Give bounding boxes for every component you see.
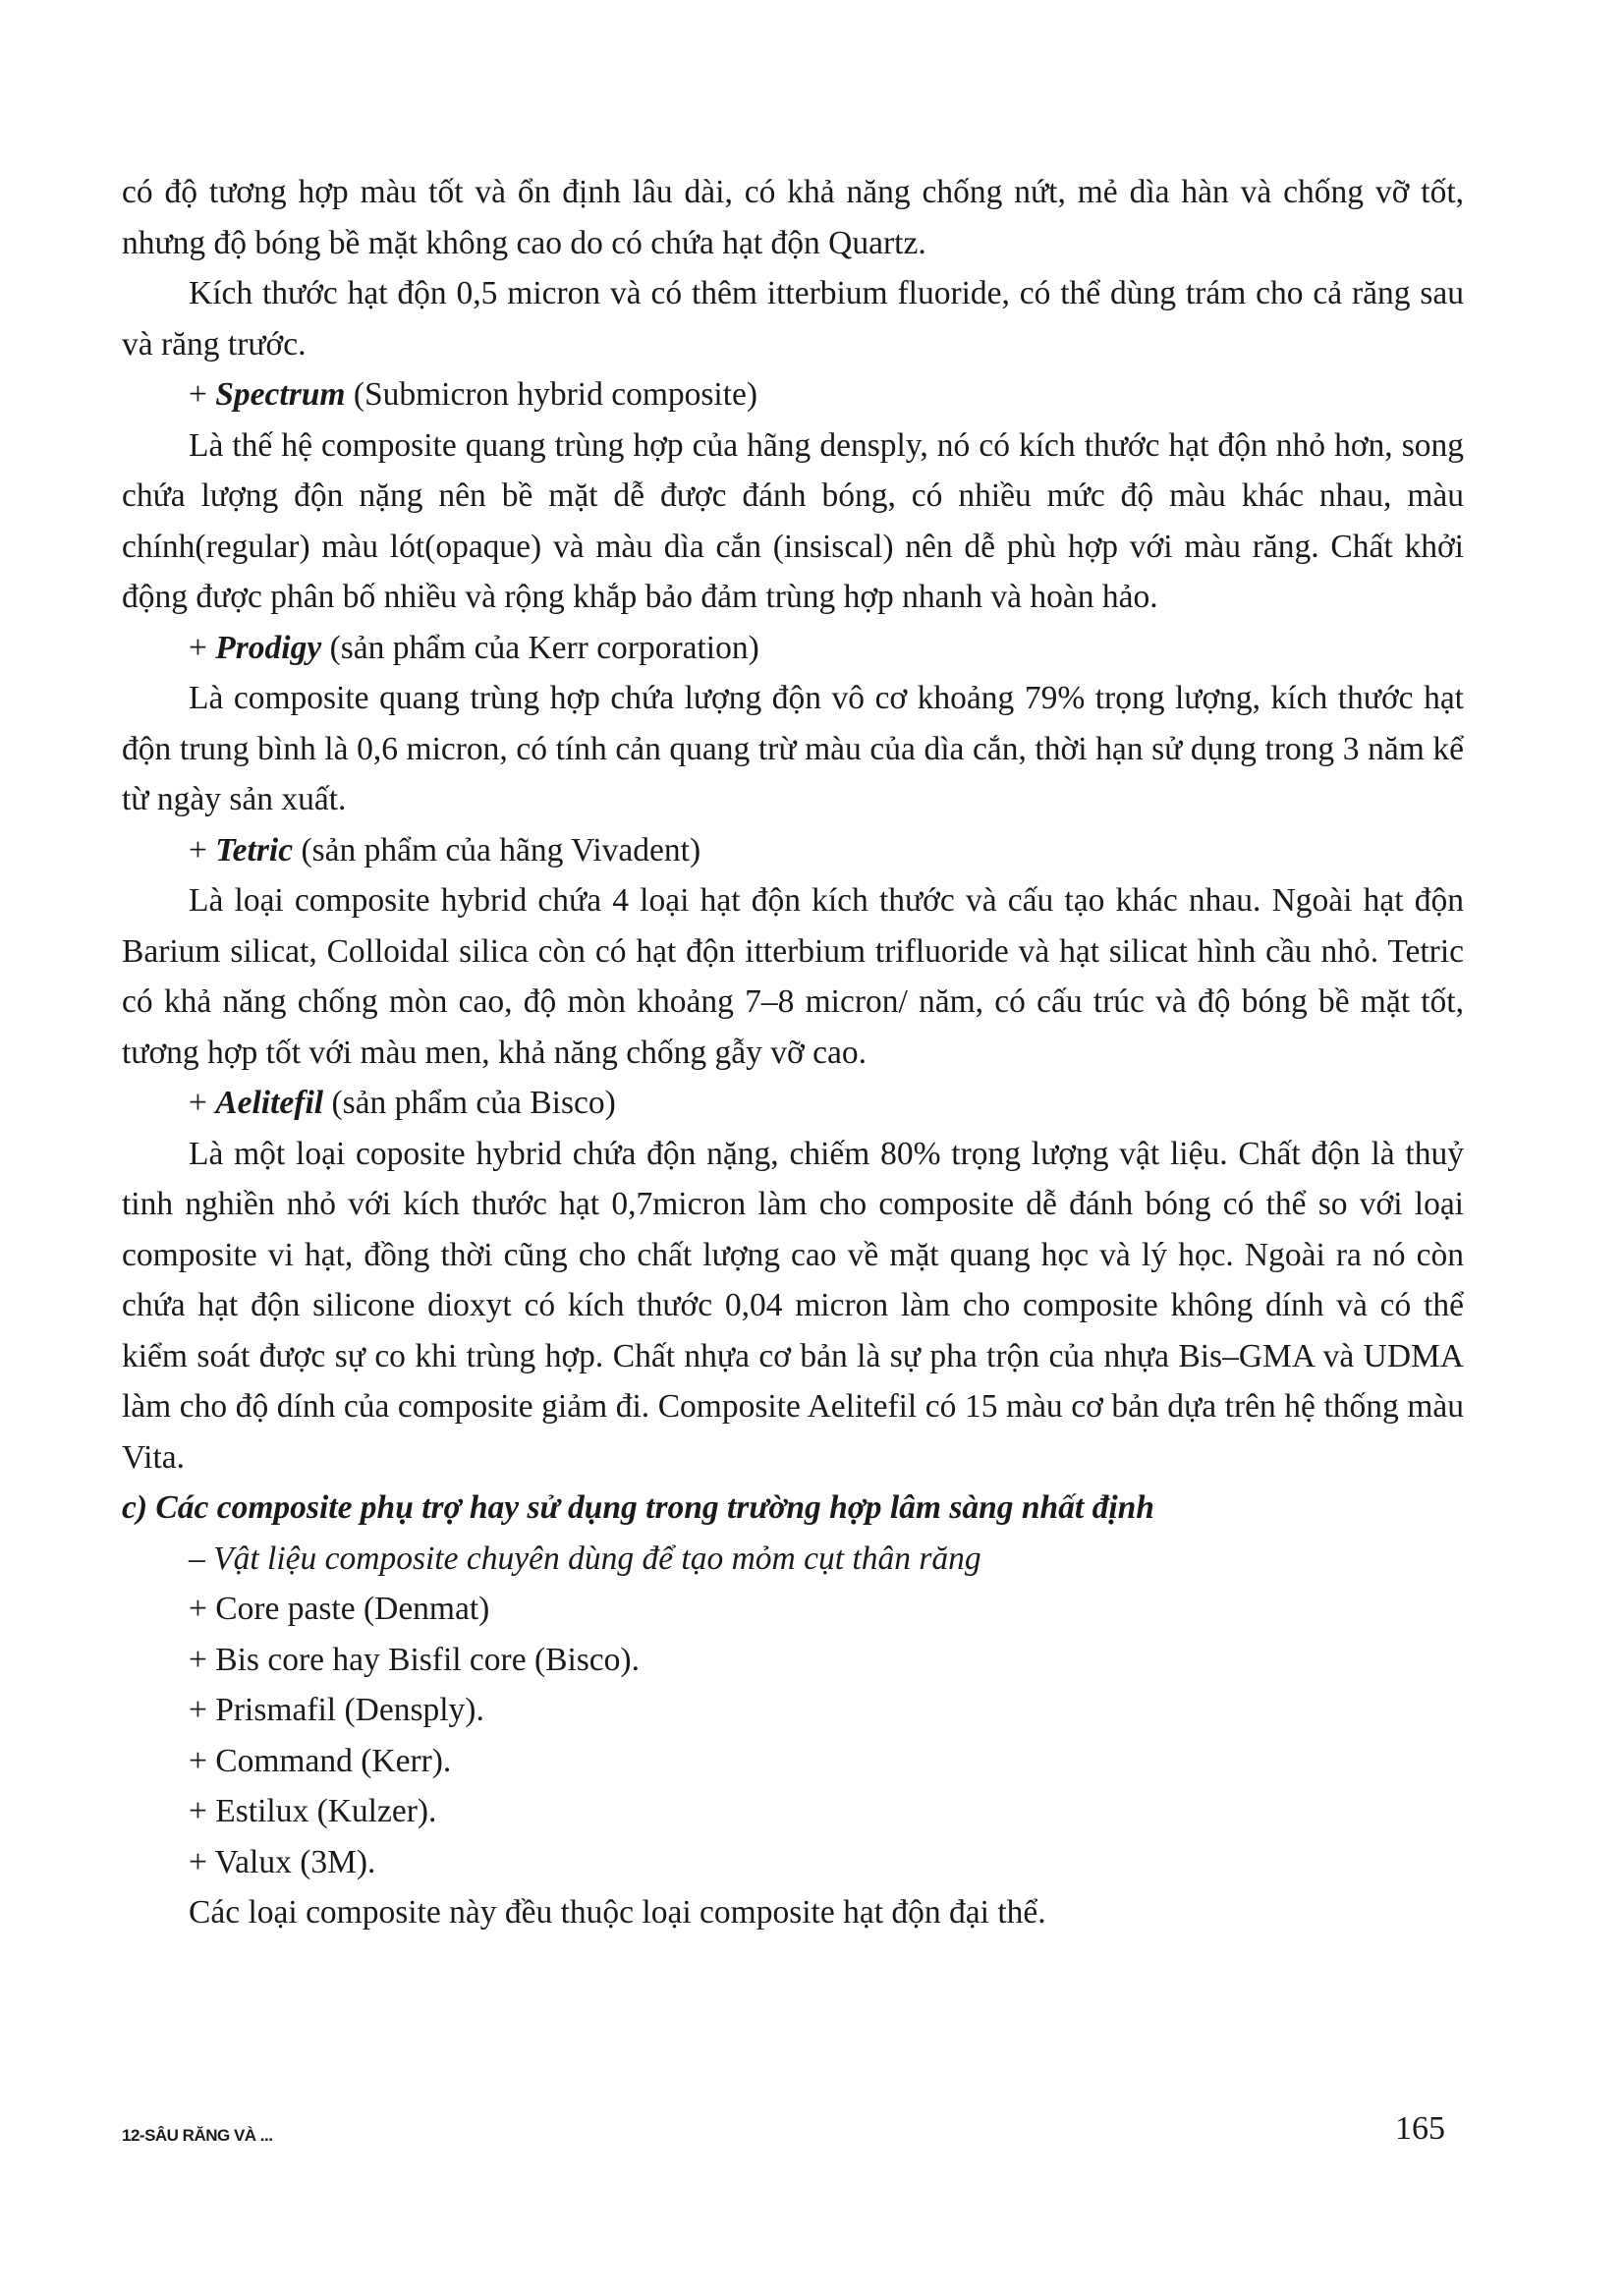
product-name: Tetric	[215, 831, 294, 868]
plus-sign: +	[189, 376, 216, 413]
list-item: + Prismafil (Densply).	[189, 1692, 484, 1728]
list-item: + Bis core hay Bisfil core (Bisco).	[189, 1641, 640, 1678]
list-item: + Command (Kerr).	[189, 1742, 452, 1779]
paragraph-intro: có độ tương hợp màu tốt và ổn định lâu dài, có khả năng chống nứt, mẻ dìa hàn và chống vỡ tốt, nhưng độ bóng bề mặt không cao do có chứa hạt độn Quartz.	[122, 174, 1464, 261]
product-note: (sản phẩm của hãng Vivadent)	[293, 831, 701, 868]
product-name: Spectrum	[215, 376, 346, 413]
section-subheading: – Vật liệu composite chuyên dùng để tạo mỏm cụt thân răng	[189, 1540, 981, 1577]
plus-sign: +	[189, 629, 216, 666]
paragraph-prodigy: Là composite quang trùng hợp chứa lượng độn vô cơ khoảng 79% trọng lượng, kích thước hạt độn trung bình là 0,6 micron, có tính cản quang trừ màu của dìa cắn, thời hạn sử dụng trong 3 năm kể từ ngày sản xuất.	[122, 680, 1464, 817]
section-heading: c) Các composite phụ trợ hay sử dụng trong trường hợp lâm sàng nhất định	[122, 1489, 1154, 1526]
product-note: (sản phẩm của Bisco)	[323, 1085, 616, 1121]
product-name: Aelitefil	[215, 1085, 324, 1121]
plus-sign: +	[189, 1085, 216, 1121]
paragraph-tetric: Là loại composite hybrid chứa 4 loại hạt độn kích thước và cấu tạo khác nhau. Ngoài hạt độn Barium silicat, Colloidal silica còn có hạt độn itterbium trifluoride và hạt silicat hình cầu nhỏ. Tetric có khả năng chống mòn cao, độ mòn khoảng 7–8 micron/ năm, có cấu trúc và độ bóng bề mặt tốt, tương hợp tốt với màu men, khả năng chống gẫy vỡ cao.	[122, 882, 1464, 1071]
product-note: (Submicron hybrid composite)	[345, 376, 758, 413]
product-heading-tetric	[122, 825, 1464, 876]
page-body	[122, 167, 1464, 1938]
product-heading-spectrum	[122, 369, 1464, 420]
product-name: Prodigy	[215, 629, 322, 666]
product-heading-aelitefil	[122, 1078, 1464, 1129]
product-heading-prodigy	[122, 623, 1464, 674]
paragraph-aelitefil: Là một loại coposite hybrid chứa độn nặng, chiếm 80% trọng lượng vật liệu. Chất độn là thuỷ tinh nghiền nhỏ với kích thước hạt 0,7micron làm cho composite dễ đánh bóng có thể so với loại composite vi hạt, đồng thời cũng cho chất lượng cao về mặt quang học và lý học. Ngoài ra nó còn chứa hạt độn silicone dioxyt có kích thước 0,04 micron làm cho composite không dính và có thể kiểm soát được sự co khi trùng hợp. Chất nhựa cơ bản là sự pha trộn của nhựa Bis–GMA và UDMA làm cho độ dính của composite giảm đi. Composite Aelitefil có 15 màu cơ bản dựa trên hệ thống màu Vita.	[122, 1135, 1464, 1476]
paragraph-particle-size: Kích thước hạt độn 0,5 micron và có thêm itterbium fluoride, có thể dùng trám cho cả răng sau và răng trước.	[122, 275, 1464, 363]
product-note: (sản phẩm của Kerr corporation)	[321, 629, 759, 666]
page-number: 165	[1395, 2110, 1445, 2147]
plus-sign: +	[189, 831, 216, 868]
list-item: + Estilux (Kulzer).	[189, 1793, 437, 1829]
list-item: + Core paste (Denmat)	[189, 1591, 490, 1627]
footer-chapter-label: 12-SÂU RĂNG VÀ ...	[122, 2126, 273, 2145]
paragraph-spectrum: Là thế hệ composite quang trùng hợp của hãng densply, nó có kích thước hạt độn nhỏ hơn, song chứa lượng độn nặng nên bề mặt dễ được đánh bóng, có nhiều mức độ màu khác nhau, màu chính(regular) màu lót(opaque) và màu dìa cắn (insiscal) nên dễ phù hợp với màu răng. Chất khởi động được phân bố nhiều và rộng khắp bảo đảm trùng hợp nhanh và hoàn hảo.	[122, 426, 1464, 615]
list-item: + Valux (3M).	[189, 1843, 376, 1880]
paragraph-closing: Các loại composite này đều thuộc loại composite hạt độn đại thể.	[189, 1894, 1046, 1931]
